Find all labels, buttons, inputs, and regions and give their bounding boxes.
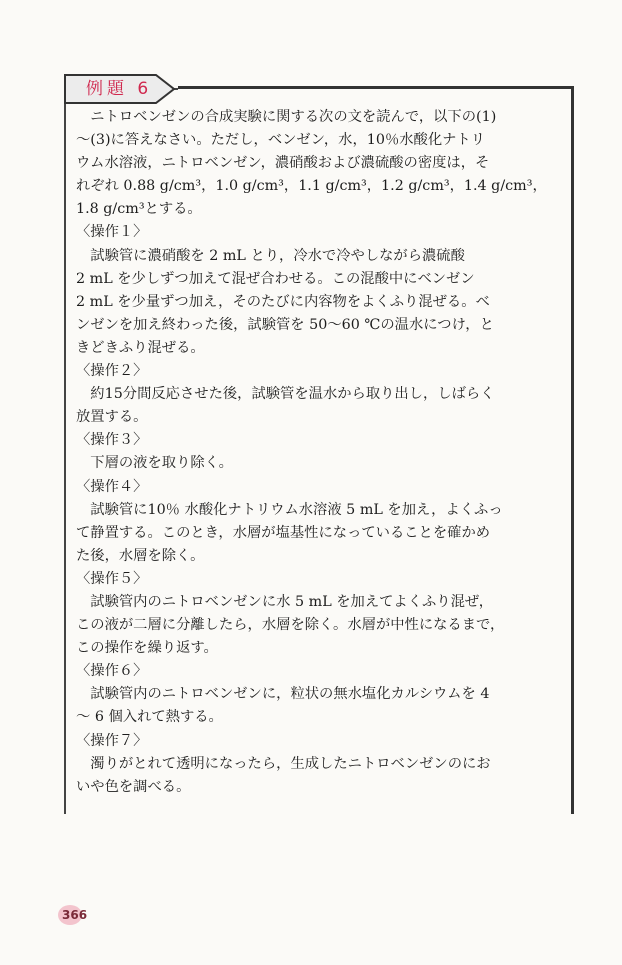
operation-6 [76,660,564,729]
example-tag [64,74,174,104]
problem-text [76,106,564,799]
frame-right-border [571,86,574,814]
operation-heading: 〈操作７〉 [76,732,148,749]
operation-7 [76,730,564,799]
operation-line: 約15分間反応させた後，試験管を温水から取り出し，しばらく [90,386,495,403]
operation-line: ンゼンを加え終わった後，試験管を 50〜60 ℃の温水につけ，と [76,316,494,333]
operation-heading: 〈操作６〉 [76,663,148,680]
operation-line: 2 mL を少量ずつ加え，そのたびに内容物をよくふり混ぜる。ベ [76,293,490,310]
intro-line: れぞれ 0.88 g/cm³，1.0 g/cm³，1.1 g/cm³，1.2 g/cm³，1.4 g/cm³， [76,178,547,195]
frame-top-border [178,86,574,89]
operation-line: 2 mL を少しずつ加えて混ぜ合わせる。この混酸中にベンゼン [76,270,475,287]
frame-left-border [64,88,66,814]
operation-2 [76,360,564,429]
intro-line: ニトロベンゼンの合成実験に関する次の文を読んで，以下の(1) [90,109,497,125]
operation-line: きどきふり混ぜる。 [76,339,205,356]
operation-line: 試験管に濃硝酸を 2 mL とり，冷水で冷やしながら濃硫酸 [90,247,465,264]
operation-line: て静置する。このとき，水層が塩基性になっていることを確かめ [76,524,491,541]
operation-line: 〜 6 個入れて熱する。 [76,709,223,726]
operation-line: 試験管内のニトロベンゼンに水 5 mL を加えてよくふり混ぜ， [90,593,494,610]
example-label: 例題 6 [86,79,153,99]
intro-line: ウム水溶液，ニトロベンゼン，濃硝酸および濃硫酸の密度は，そ [76,155,490,172]
operation-1 [76,221,564,360]
operation-heading: 〈操作４〉 [76,478,148,495]
operation-3 [76,429,564,475]
operation-5 [76,568,564,660]
operation-line: この操作を繰り返す。 [76,640,218,657]
operation-heading: 〈操作３〉 [76,432,148,449]
operation-line: た後，水層を除く。 [76,547,205,564]
page-number: 366 [62,904,98,926]
operation-4 [76,476,564,568]
operation-line: いや色を調べる。 [76,778,191,795]
operation-line: 放置する。 [76,409,148,426]
operation-heading: 〈操作５〉 [76,570,148,587]
operation-line: 下層の液を取り除く。 [90,455,233,472]
intro-paragraph [76,106,564,221]
operation-line: 濁りがとれて透明になったら，生成したニトロベンゼンのにお [90,755,491,772]
operation-heading: 〈操作１〉 [76,224,148,241]
intro-line: 〜(3)に答えなさい。ただし，ベンゼン，水，10％水酸化ナトリ [76,132,486,149]
intro-line: 1.8 g/cm³とする。 [76,201,202,218]
operation-line: この液が二層に分離したら，水層を除く。水層が中性になるまで， [76,617,505,634]
operation-heading: 〈操作２〉 [76,363,148,380]
operation-line: 試験管内のニトロベンゼンに，粒状の無水塩化カルシウムを 4 [90,686,490,703]
operation-line: 試験管に10％ 水酸化ナトリウム水溶液 5 mL を加え，よくふっ [90,501,503,518]
